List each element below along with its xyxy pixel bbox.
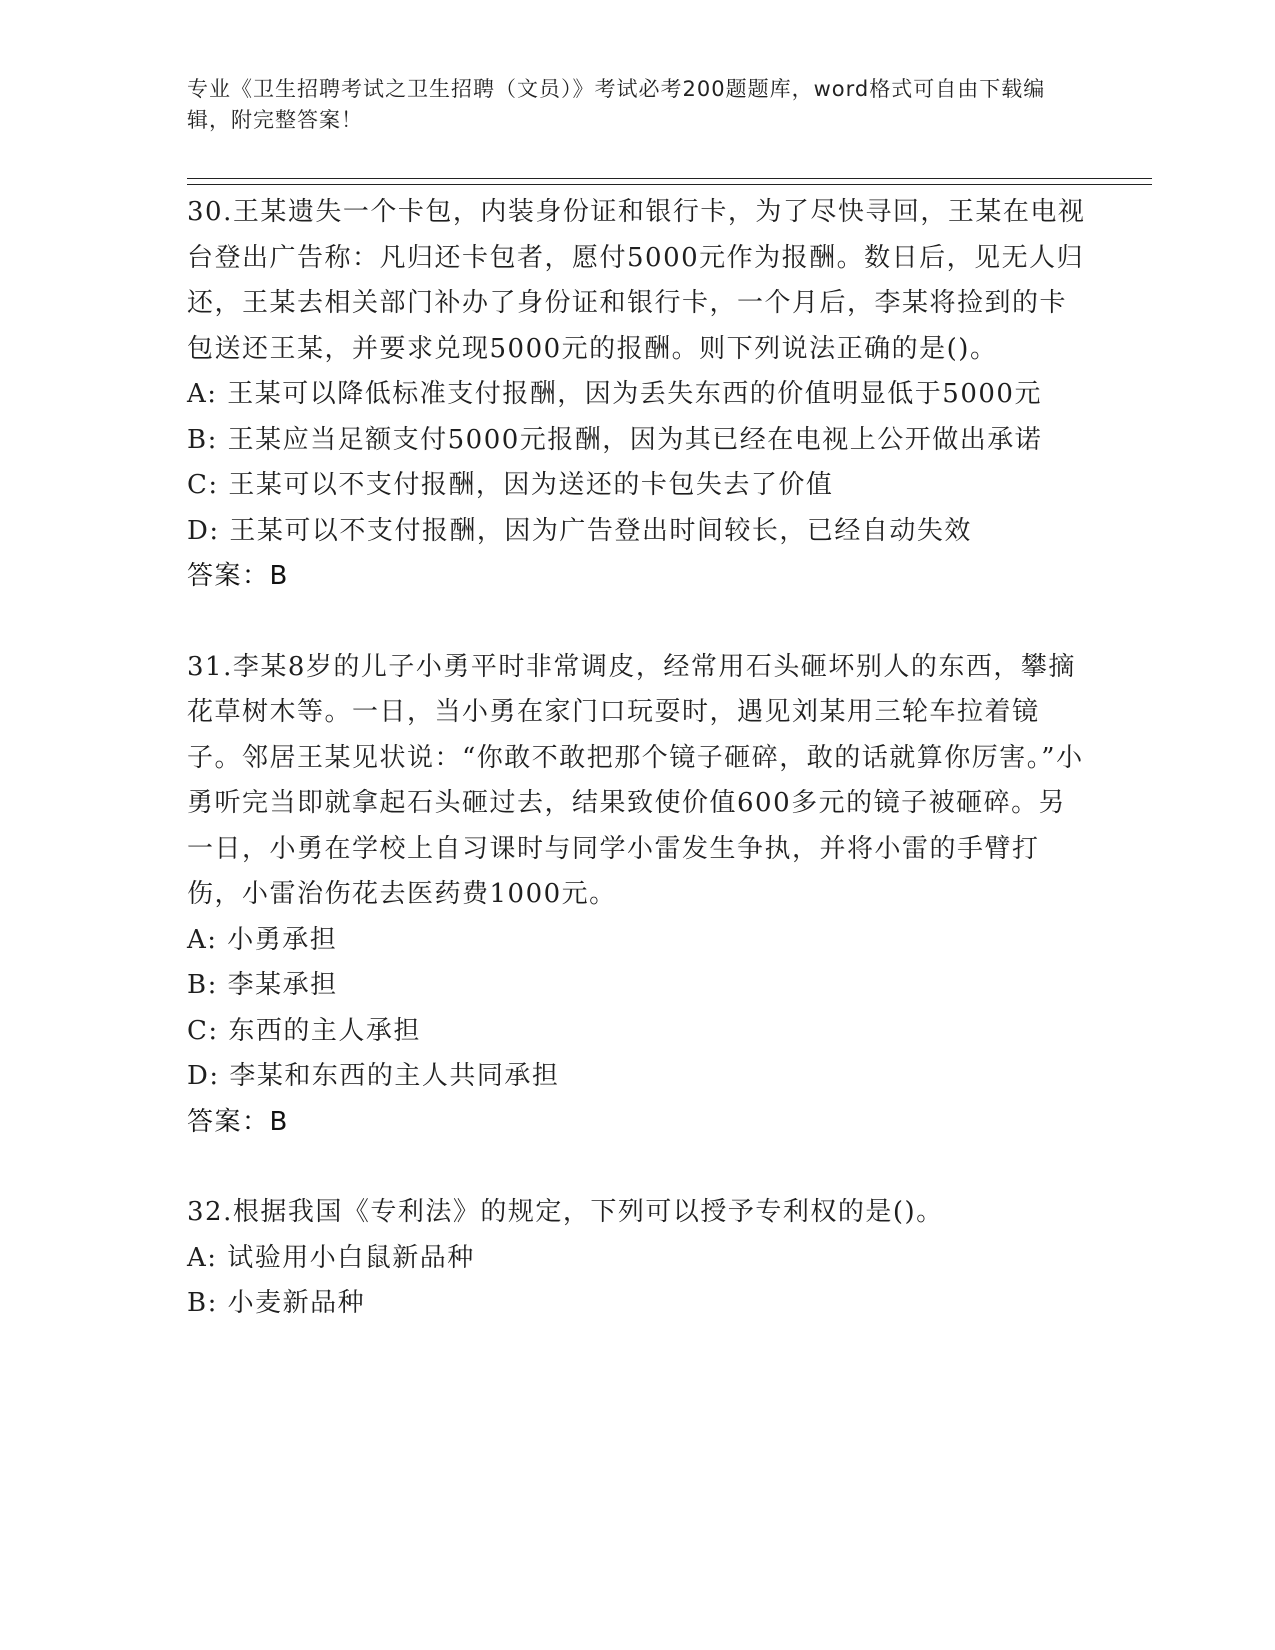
option-d: D: 李某和东西的主人共同承担 — [187, 1061, 560, 1091]
question-32 — [187, 1190, 1087, 1327]
option-a: A: 王某可以降低标准支付报酬，因为丢失东西的价值明显低于5000元 — [187, 379, 1042, 409]
answer-line: 答案：B — [187, 561, 289, 591]
page-header-text: 专业《卫生招聘考试之卫生招聘（文员）》考试必考200题题库，word格式可自由下载编辑，附完整答案！ — [187, 77, 1046, 132]
option-a: A: 试验用小白鼠新品种 — [187, 1242, 475, 1273]
question-spacer — [187, 1145, 1087, 1190]
header-divider-bottom — [187, 184, 1152, 185]
question-spacer — [187, 600, 1087, 645]
question-30 — [187, 190, 1087, 600]
option-c: C: 王某可以不支付报酬，因为送还的卡包失去了价值 — [187, 470, 834, 500]
question-stem: 32.根据我国《专利法》的规定，下列可以授予专利权的是()。 — [187, 1197, 944, 1227]
question-31 — [187, 645, 1087, 1146]
option-b: B: 李某承担 — [187, 970, 338, 1000]
answer-line: 答案：B — [187, 1106, 289, 1137]
option-b: B: 王某应当足额支付5000元报酬，因为其已经在电视上公开做出承诺 — [187, 424, 1043, 455]
question-list — [187, 190, 1087, 1327]
option-c: C: 东西的主人承担 — [187, 1015, 421, 1046]
option-d: D: 王某可以不支付报酬，因为广告登出时间较长，已经自动失效 — [187, 515, 972, 546]
option-a: A: 小勇承担 — [187, 924, 338, 955]
option-b: B: 小麦新品种 — [187, 1288, 366, 1318]
question-stem: 31.李某8岁的儿子小勇平时非常调皮，经常用石头砸坏别人的东西，攀摘花草树木等。一日，当小勇在家门口玩耍时，遇见刘某用三轮车拉着镜子。邻居王某见状说：“你敢不敢把那个镜子砸碎，敢的话就算你厉害。”小勇听完当即就拿起石头砸过去，结果致使价值600多元的镜子被砸碎。另一日，小勇在学校上自习课时与同学小雷发生争执，并将小雷的手臂打伤，小雷治伤花去医药费1000元。 — [187, 651, 1084, 909]
question-stem: 30.王某遗失一个卡包，内装身份证和银行卡，为了尽快寻回，王某在电视台登出广告称：凡归还卡包者，愿付5000元作为报酬。数日后，见无人归还，王某去相关部门补办了身份证和银行卡，一个月后，李某将捡到的卡包送还王某，并要求兑现5000元的报酬。则下列说法正确的是()。 — [187, 197, 1086, 364]
header-divider-top — [187, 178, 1152, 179]
